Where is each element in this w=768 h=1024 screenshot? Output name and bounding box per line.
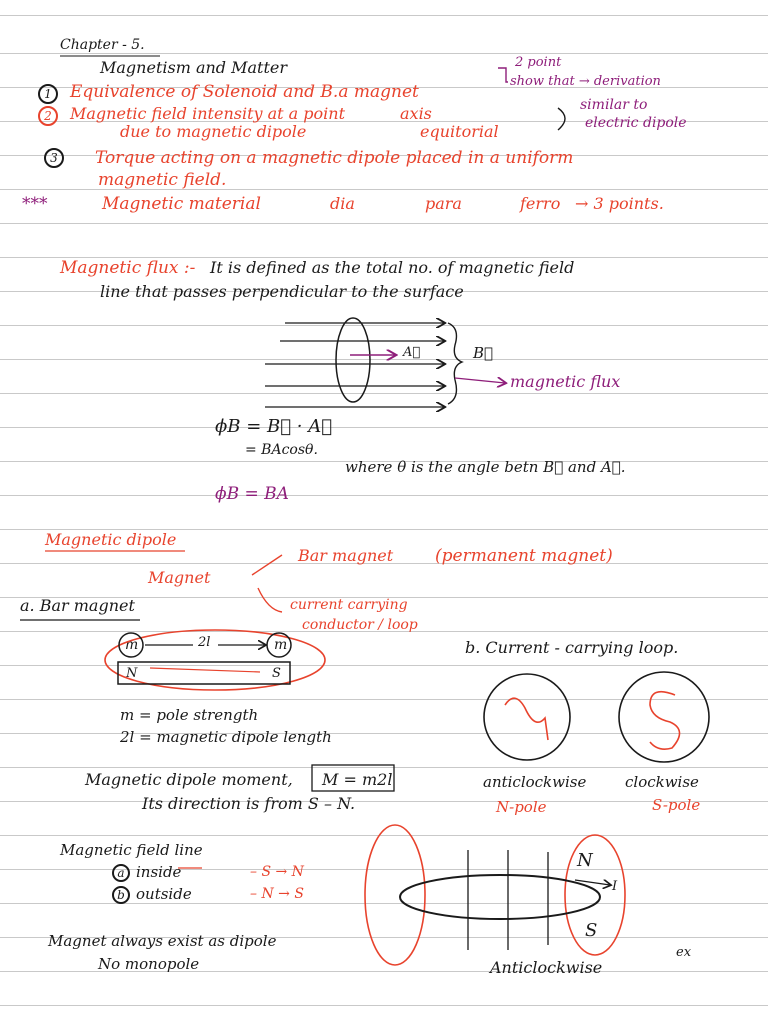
topic-2-text: Magnetic field intensity at a point: [70, 104, 346, 123]
south-pole-label: S: [272, 666, 281, 681]
field-line-inside-direction: – S → N: [250, 864, 304, 880]
current-carrying-label: current carrying: [290, 597, 408, 613]
s-shape-icon: [650, 692, 680, 749]
note-similar-to: similar to: [580, 97, 648, 113]
example-marker: ex: [676, 945, 692, 960]
bar-magnet-body: [118, 662, 290, 684]
flux-pointer-arrow: [455, 378, 505, 383]
pole-strength-definition: m = pole strength: [120, 706, 259, 724]
current-i-label: I: [612, 879, 618, 894]
field-loop-left: [365, 825, 425, 965]
flux-equation-3: ϕB = BA: [215, 484, 289, 504]
pole-m-left: m: [125, 637, 139, 653]
chapter-title: Magnetism and Matter: [100, 58, 288, 77]
n-shape-icon: [505, 698, 548, 740]
topic-4-dia: dia: [330, 194, 355, 213]
solenoid-coil: [400, 875, 600, 919]
topic-2-b-equitorial: equitorial: [420, 122, 499, 141]
flux-label: Magnetic flux :-: [60, 258, 196, 278]
topic-4-points: → 3 points.: [575, 194, 664, 213]
dipole-heading: Magnetic dipole: [45, 530, 177, 549]
note-2-point: 2 point: [515, 55, 562, 70]
chapter-heading: Chapter - 5.: [60, 37, 145, 53]
current-loop-heading: b. Current - carrying loop.: [465, 638, 679, 657]
dipole-direction: Its direction is from S – N.: [142, 794, 356, 813]
flux-surface-loop: [336, 318, 370, 402]
topic-4-para: para: [425, 194, 462, 213]
bar-magnet-field-loop: [105, 630, 325, 690]
branch-line-bottom: [258, 588, 282, 612]
topic-2-number: 2: [38, 106, 58, 126]
topic-4-stars: ***: [22, 194, 48, 214]
vector-a-label: A⃗: [403, 345, 421, 360]
bar-magnet-label: Bar magnet: [298, 546, 394, 565]
flux-where-note: where θ is the angle betn B⃗ and A⃗.: [345, 458, 626, 476]
topic-2-line2: due to magnetic dipole: [120, 122, 307, 141]
topic-3-number: 3: [44, 148, 64, 168]
s-pole-label: S-pole: [652, 796, 701, 814]
dipole-always-note: Magnet always exist as dipole: [48, 932, 277, 950]
flux-definition-line1: It is defined as the total no. of magnetic field: [210, 258, 575, 277]
flux-equation-2: = BAcosθ.: [245, 442, 318, 458]
north-pole-label: N: [126, 666, 138, 681]
field-line-outside: outside: [136, 885, 192, 903]
magnet-label: Magnet: [148, 568, 211, 587]
topic-3-line2: magnetic field.: [98, 170, 227, 190]
conductor-loop-label: conductor / loop: [302, 617, 418, 633]
topic-2-a-axis: axis: [400, 104, 432, 123]
field-line-inside: inside: [136, 863, 182, 881]
solenoid-s-label: S: [585, 920, 598, 941]
bar-magnet-heading: a. Bar magnet: [20, 596, 135, 615]
permanent-magnet-label: (permanent magnet): [435, 546, 613, 566]
topic-1-number: 1: [38, 84, 58, 104]
topic-2-bracket-icon: [558, 108, 565, 130]
moment-equation-box: [312, 765, 394, 791]
flux-equation-1: ϕB = B⃗ · A⃗: [215, 416, 333, 437]
topic-4-ferro: ferro: [520, 194, 561, 213]
topic-3-text: Torque acting on a magnetic dipole placed in a uniform: [95, 148, 574, 168]
field-line-a-marker: a: [112, 864, 130, 882]
pole-circle-right: [267, 633, 291, 657]
vector-b-label: B⃗: [473, 344, 494, 362]
length-2l-label: 2l: [198, 635, 211, 650]
field-line-outside-direction: – N → S: [250, 886, 304, 902]
no-monopole-note: No monopole: [98, 955, 200, 973]
clockwise-label: clockwise: [625, 773, 699, 791]
solenoid-anticlockwise-label: Anticlockwise: [490, 958, 603, 977]
field-line-heading: Magnetic field line: [60, 841, 203, 859]
flux-definition-line2: line that passes perpendicular to the surface: [100, 282, 464, 301]
note-show-derivation: show that → derivation: [510, 74, 661, 89]
n-pole-label: N-pole: [496, 798, 547, 816]
dipole-moment-equation: M = m2l: [322, 770, 393, 789]
dipole-length-definition: 2l = magnetic dipole length: [120, 728, 332, 746]
topic-1-bracket-icon: [498, 68, 508, 82]
anticlockwise-loop: [484, 674, 570, 760]
field-line-b-marker: b: [112, 886, 130, 904]
magnetic-flux-label: magnetic flux: [510, 372, 621, 391]
topic-4-text: Magnetic material: [102, 194, 261, 214]
topic-1-text: Equivalence of Solenoid and B.a magnet: [70, 82, 419, 102]
note-electric-dipole: electric dipole: [585, 115, 687, 131]
bar-internal-line: [150, 668, 260, 672]
solenoid-field-lines: [468, 850, 548, 950]
pole-circle-left: [119, 633, 143, 657]
dipole-moment-label: Magnetic dipole moment,: [85, 770, 293, 789]
field-loop-right: [565, 835, 625, 955]
solenoid-n-label: N: [577, 850, 593, 871]
flux-bracket-icon: [448, 323, 462, 404]
flux-field-lines: [265, 323, 444, 407]
anticlockwise-label: anticlockwise: [483, 773, 587, 791]
pole-m-right: m: [274, 637, 288, 653]
branch-line-top: [252, 555, 282, 575]
